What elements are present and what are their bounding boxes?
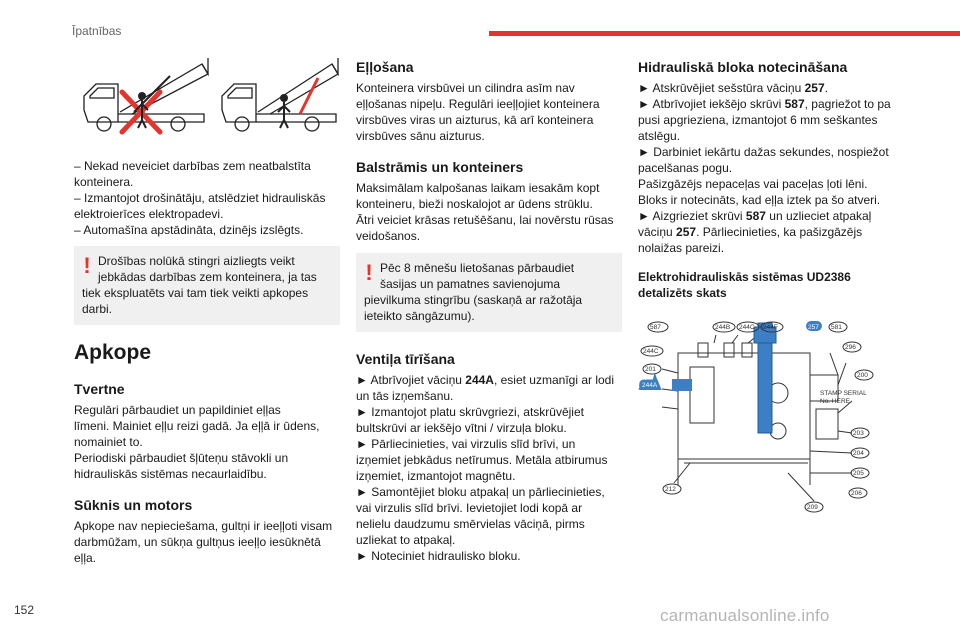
oil-paragraph: Konteinera virsbūvei un cilindra asīm nav eļļošanas nipeļu. Regulāri ieeļļojiet konteinera virsbūves viras un aizturus, kā arī konteinera virsbūves sānu aizturus. — [356, 81, 600, 143]
heading-elosana: Eļļošana — [356, 59, 414, 75]
tank-paragraph: Regulāri pārbaudiet un papildiniet eļļas līmeni. Mainiet eļļu reizi gadā. Ja eļļā ir ūdens, nomainiet to. Periodiski pārbaudiet šļūteņu stāvokli un hidrauliskās sistēmas necaurlaidību. — [74, 403, 320, 481]
callout-581: 581 — [831, 324, 842, 331]
callout-212: 212 — [665, 486, 676, 493]
diagram-heading: Elektrohidrauliskās sistēmas UD2386 detalizēts skats — [638, 270, 851, 300]
callout-296: 296 — [845, 344, 856, 351]
warning-exclamation-icon: ! — [83, 253, 91, 278]
drain-steps: ► Atskrūvējiet sešstūra vāciņu 257. ► Atbrīvojiet iekšējo skrūvi 587, pagriežot to pa pusi apgrieziena, izmantojot 6 mm seškantes atslēgu. ► Darbiniet iekārtu dažas sekundes, nospiežot pacelšanas pogu. Pašizgāzējs nepaceļas vai paceļas ļoti lēni. Bloks ir notecināts, kad eļļa iztek pa šo atveri. ► Aizgrieziet skrūvi 587 un uzlieciet atpakaļ vāciņu 257. Pārliecinieties, ka pašizgāzējs nolaižas pareizi. — [638, 81, 891, 255]
tipper-truck-illustration — [74, 52, 340, 142]
watermark: carmanualsonline.info — [660, 606, 830, 625]
callout-244A: 244A — [642, 382, 658, 389]
callout-257: 257 — [808, 324, 819, 331]
page-number: 152 — [14, 603, 35, 617]
column-3 — [638, 52, 906, 513]
frame-paragraph: Maksimālam kalpošanas laikam iesakām kopt konteineru, bieži noskalojot ar ūdens strūklu. Ātri veiciet krāsas retušēšanu, lai novērstu rūsas veidošanos. — [356, 181, 614, 243]
warning-line: konteinera. — [74, 175, 134, 189]
callout-203: 203 — [853, 430, 864, 437]
safety-note: ! Drošības nolūkā stingri aizliegts veikt jebkādas darbības zem konteinera, ja tas tiek ekspluatēts vai tam tiek veikti apkopes darbi. — [74, 246, 340, 325]
callout-209: 209 — [807, 504, 818, 511]
pump-paragraph: Apkope nav nepieciešama, gultņi ir ieeļļoti visam darbmūžam, un sūkņa gultņus ieeļļo iesūknētā eļļa. — [74, 519, 333, 565]
running-header: Īpatnības — [72, 24, 122, 38]
heading-balstramis: Balstrāmis un konteiners — [356, 159, 524, 175]
warning-line: – Automašīna apstādināta, dzinējs izslēgts. — [74, 223, 304, 237]
warning-line: elektroierīces elektropadevi. — [74, 207, 224, 221]
callout-244C-top: 244C — [739, 324, 755, 331]
column-1 — [74, 52, 340, 566]
callout-244F: 244F — [763, 324, 778, 331]
stamp-no-here-label: No. HERE — [820, 398, 850, 405]
callout-201: 201 — [645, 366, 656, 373]
page-title: Apkope — [74, 341, 152, 364]
callout-205: 205 — [853, 470, 864, 477]
column-2 — [356, 52, 622, 564]
heading-tvertne: Tvertne — [74, 381, 125, 397]
callout-244C: 244C — [643, 348, 659, 355]
callout-206: 206 — [851, 490, 862, 497]
heading-ventila-tirisana: Ventiļa tīrīšana — [356, 351, 455, 367]
callout-587: 587 — [650, 324, 661, 331]
callout-244B: 244B — [715, 324, 731, 331]
callout-204: 204 — [853, 450, 864, 457]
hydraulic-unit-diagram — [638, 313, 888, 513]
warning-line: – Nekad neveiciet darbības zem neatbalstīta — [74, 159, 311, 173]
stamp-serial-label: STAMP SERIAL — [820, 390, 867, 397]
warning-exclamation-icon: ! — [365, 260, 373, 285]
warning-line: – Izmantojot drošinātāju, atslēdziet hidrauliskās — [74, 191, 326, 205]
heading-suknis: Sūknis un motors — [74, 497, 193, 513]
callout-200: 200 — [857, 372, 868, 379]
heading-notecinasana: Hidrauliskā bloka notecināšana — [638, 59, 848, 75]
valve-steps: ► Atbrīvojiet vāciņu 244A, esiet uzmanīgi ar lodi un tās izņemšanu. ► Izmantojot platu skrūvgriezi, atskrūvējiet bultskrūvi ar iekšējo vītni / virzuļa bloku. ► Pārliecinieties, vai virzulis slīd brīvi, un izņemiet jebkādus netīrumus. Metāla atbirumus izņemiet, izmantojot magnētu. ► Samontējiet bloku atpakaļ un pārliecinieties, vai virzulis slīd brīvi. Ievietojiet lodi kopā ar nelielu daudzumu smērvielas vāciņā, pirms uzliekat to atpakaļ. ► Noteciniet hidraulisko bloku. — [356, 373, 615, 563]
header-accent-bar — [489, 31, 960, 36]
warnings-list — [74, 158, 340, 238]
chassis-note: ! Pēc 8 mēnešu lietošanas pārbaudiet šasijas un pamatnes savienojuma pievilkuma stingrību (saskaņā ar ražotāja ieteikto sāngāzumu). — [356, 253, 622, 332]
